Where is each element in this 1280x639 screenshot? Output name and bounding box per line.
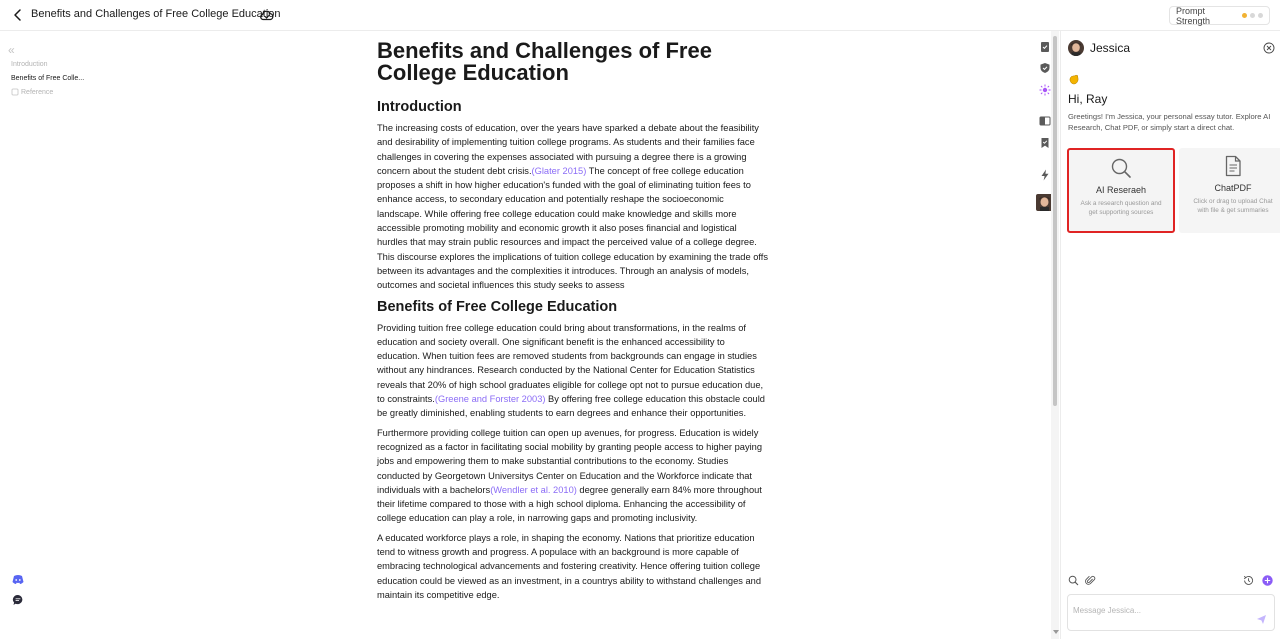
checklist-icon[interactable] — [1039, 41, 1051, 53]
paragraph-text: Furthermore providing college tuition can open up avenues, for progress. Education is widely recognized as a factor in facilitating social mobility by granting people access to higher paying jobs and empowering them to make substantial contributions to the economy. Studies conducted by Georgetown Universitys Center on Education and the Workforce indicate that individuals with a bachelors — [377, 427, 763, 495]
section-heading: Introduction — [377, 99, 462, 115]
prompt-strength-dots — [1242, 13, 1263, 18]
shield-icon[interactable] — [1039, 62, 1051, 74]
document-icon — [1222, 155, 1244, 177]
new-chat-plus-icon[interactable] — [1262, 575, 1273, 586]
citation-link[interactable]: (Wendler et al. 2010) — [490, 484, 577, 495]
prompt-strength-label: Prompt Strength — [1176, 5, 1211, 26]
paragraph-text: degree generally earn 84% more throughout their lifetime compared to those with a high school diploma. Enhancing the accessibility of college education can play a role, in narrowing gaps and promoting inclusivity. — [377, 484, 762, 524]
paperclip-icon[interactable] — [1085, 575, 1096, 586]
greeting-text: Hi, Ray — [1068, 92, 1108, 106]
strength-dot-1 — [1242, 13, 1247, 18]
chatpdf-card[interactable] — [1179, 148, 1280, 233]
paragraph-text: Providing tuition free college education could bring about transformations, in the realms of education and society overall. One significant benefit is the enhanced accessibility to education. When tuition fees are removed students from backgrounds can engage in studies without any hindrances. Research conducted by the National Center for Education Statistics reveals that 20% of high school graduates eligible for college opt not to pursue education due, to constraints. — [377, 322, 764, 405]
paragraph-text: A educated workforce plays a role, in shaping the economy. Nations that prioritize education tend to witness growth and progress. A populace with an background is more capable of embracing technological advancements and fostering creativity. Hence offering tuition college education could be viewed as an investment, in a countrys ability to withstand challenges and maintain its competitive edge. — [377, 532, 761, 600]
tool-rail — [1035, 31, 1051, 639]
citation-link[interactable]: (Greene and Forster 2003) — [434, 394, 546, 405]
history-icon[interactable] — [1243, 575, 1254, 586]
tutor-name: Jessica — [1090, 41, 1131, 55]
search-icon — [1110, 157, 1132, 179]
paragraph — [377, 121, 769, 293]
outline-item-benefits[interactable]: Benefits of Free Colle... — [11, 75, 85, 82]
search-icon[interactable] — [1068, 575, 1079, 586]
paragraph — [377, 321, 769, 421]
ai-sparkle-icon[interactable] — [1039, 84, 1051, 96]
discord-icon[interactable] — [12, 574, 24, 585]
ai-research-card[interactable] — [1067, 148, 1175, 233]
message-input[interactable] — [1073, 603, 1243, 617]
composer-toolbar — [1068, 574, 1278, 588]
paragraph — [377, 531, 769, 602]
prompt-strength-control[interactable] — [1169, 6, 1270, 25]
chatpdf-title: ChatPDF — [1214, 183, 1252, 193]
chatpdf-description: Click or drag to upload Chat with file & get summaries — [1193, 198, 1273, 214]
message-composer — [1067, 594, 1275, 631]
paragraph-text: By offering free college education this obstacle could be greatly diminished, enabling students to earn degrees and enhance their opportunities. — [377, 394, 765, 419]
ai-research-description: Ask a research question and get supporting sources — [1080, 200, 1162, 216]
back-arrow-icon[interactable] — [10, 7, 26, 23]
cloud-saved-icon — [259, 7, 275, 23]
document-title: Benefits and Challenges of Free College Education — [31, 8, 281, 20]
bookmark-icon[interactable] — [1039, 137, 1051, 149]
tutor-intro-text: Greetings! I'm Jessica, your personal essay tutor. Explore AI Research, Chat PDF, or simply start a direct chat. — [1068, 112, 1271, 132]
paragraph — [377, 426, 769, 526]
document-body — [377, 98, 769, 602]
assistant-panel — [1060, 31, 1280, 639]
paragraph-text: The concept of free college education proposes a shift in how higher education's funded with the goal of eliminating tuition fees to enhance access, to secondary education and potentially reshape the socioeconomic landscape. While offering free college education could make knowledge and skills more accessible promoting mobility and economic growth it also poses financial and logistical hurdles that may strain public resources and impact the perceived value of a college degree. This discourse explores the implications of tuition college education by examining the trade offs between its advantages and the complexities it introduces. Through an analysis of models, outcomes and societal influences this study seeks to assess — [377, 165, 769, 291]
strength-dot-3 — [1258, 13, 1263, 18]
top-bar — [0, 0, 1280, 31]
section-heading: Benefits of Free College Education — [377, 298, 618, 315]
split-view-icon[interactable] — [1039, 115, 1051, 127]
document-editor[interactable] — [377, 40, 769, 607]
reference-icon — [11, 88, 19, 96]
paragraph-text: The increasing costs of education, over the years have sparked a debate about the feasibility and desirability of implementing tuition college programs. As students and their families face challenges in covering the expenses associated with pursuing a degree there is a growing concern about the student debt crisis. — [377, 123, 759, 176]
waving-hand-icon — [1068, 73, 1080, 85]
feedback-chat-icon[interactable] — [12, 594, 24, 606]
collapse-sidebar-icon[interactable]: « — [8, 43, 15, 57]
close-panel-icon[interactable] — [1263, 42, 1275, 54]
citation-link[interactable]: (Glater 2015) — [531, 165, 587, 176]
ai-research-title: AI Reseraeh — [1095, 185, 1147, 195]
outline-item-introduction[interactable]: Introduction — [11, 61, 48, 68]
outline-item-reference[interactable]: Reference — [21, 89, 54, 96]
scroll-down-arrow-icon[interactable] — [1053, 630, 1059, 634]
strength-dot-2 — [1250, 13, 1255, 18]
lightning-icon[interactable] — [1039, 169, 1051, 181]
document-heading: Benefits and Challenges of Free College Education — [377, 38, 712, 85]
document-scrollbar-thumb[interactable] — [1053, 36, 1057, 406]
tutor-avatar — [1068, 40, 1084, 56]
send-icon[interactable] — [1256, 614, 1267, 625]
